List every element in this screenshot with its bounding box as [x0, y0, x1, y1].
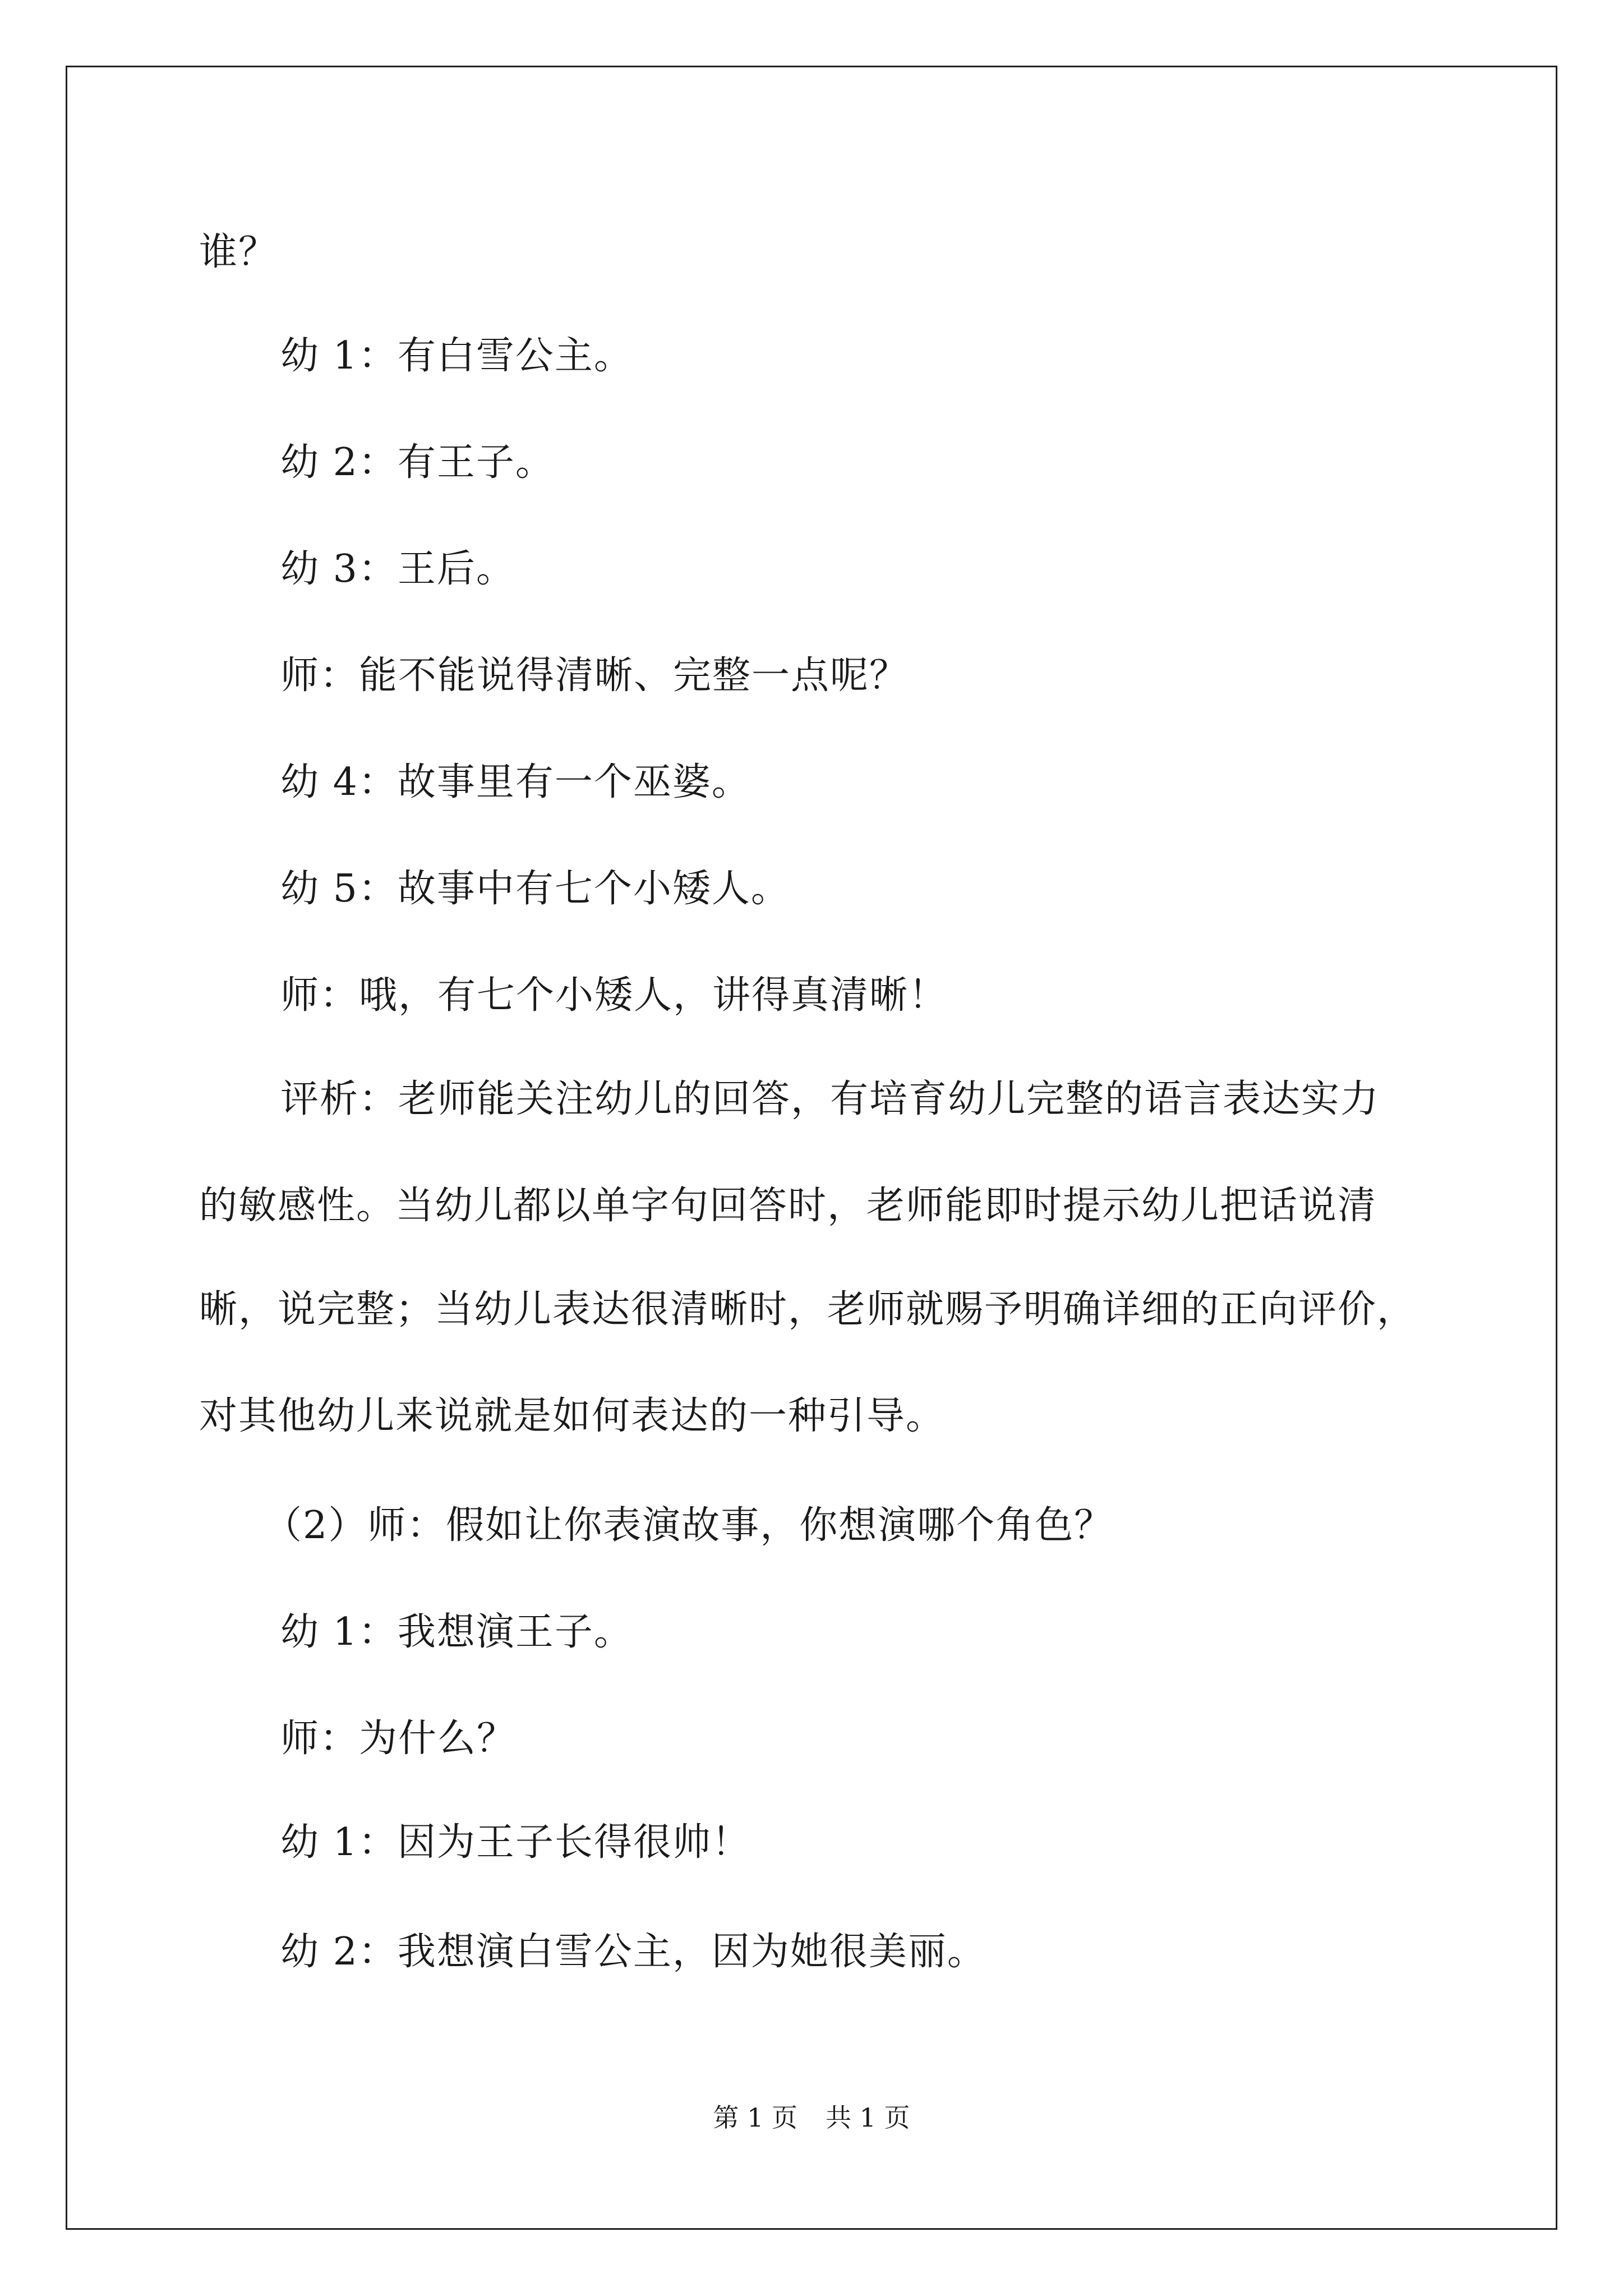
text-line: 晰，说完整；当幼儿表达很清晰时，老师就赐予明确详细的正向评价，	[199, 1287, 1417, 1332]
text-line: 幼 5：故事中有七个小矮人。	[280, 867, 790, 911]
page-number: 第 1 页	[713, 2102, 797, 2133]
text-line: 幼 1：有白雪公主。	[280, 334, 633, 378]
text-line: 评析：老师能关注幼儿的回答，有培育幼儿完整的语言表达实力	[280, 1077, 1380, 1121]
text-line: 幼 2：有王子。	[280, 440, 555, 485]
text-line: 幼 2：我想演白雪公主，因为她很美丽。	[280, 1930, 986, 1974]
page-border	[66, 66, 1557, 2230]
text-line: 的敏感性。当幼儿都以单字句回答时，老师能即时提示幼儿把话说清	[199, 1184, 1377, 1228]
text-line: 幼 3：王后。	[280, 547, 515, 591]
page-total: 共 1 页	[826, 2102, 910, 2133]
text-line: 师：哦，有七个小矮人，讲得真清晰！	[280, 973, 948, 1018]
text-line: 幼 1：我想演王子。	[280, 1610, 633, 1654]
page-footer	[0, 2101, 1623, 2134]
text-line: 师：为什么？	[280, 1717, 517, 1761]
text-line: 幼 1：因为王子长得很帅！	[280, 1820, 751, 1865]
text-line: 谁？	[199, 230, 278, 274]
text-line: 对其他幼儿来说就是如何表达的一种引导。	[199, 1394, 946, 1438]
text-line: （2）师：假如让你表演故事，你想演哪个角色？	[264, 1503, 1114, 1548]
text-line: 师：能不能说得清晰、完整一点呢？	[280, 654, 909, 698]
text-line: 幼 4：故事里有一个巫婆。	[280, 760, 751, 804]
